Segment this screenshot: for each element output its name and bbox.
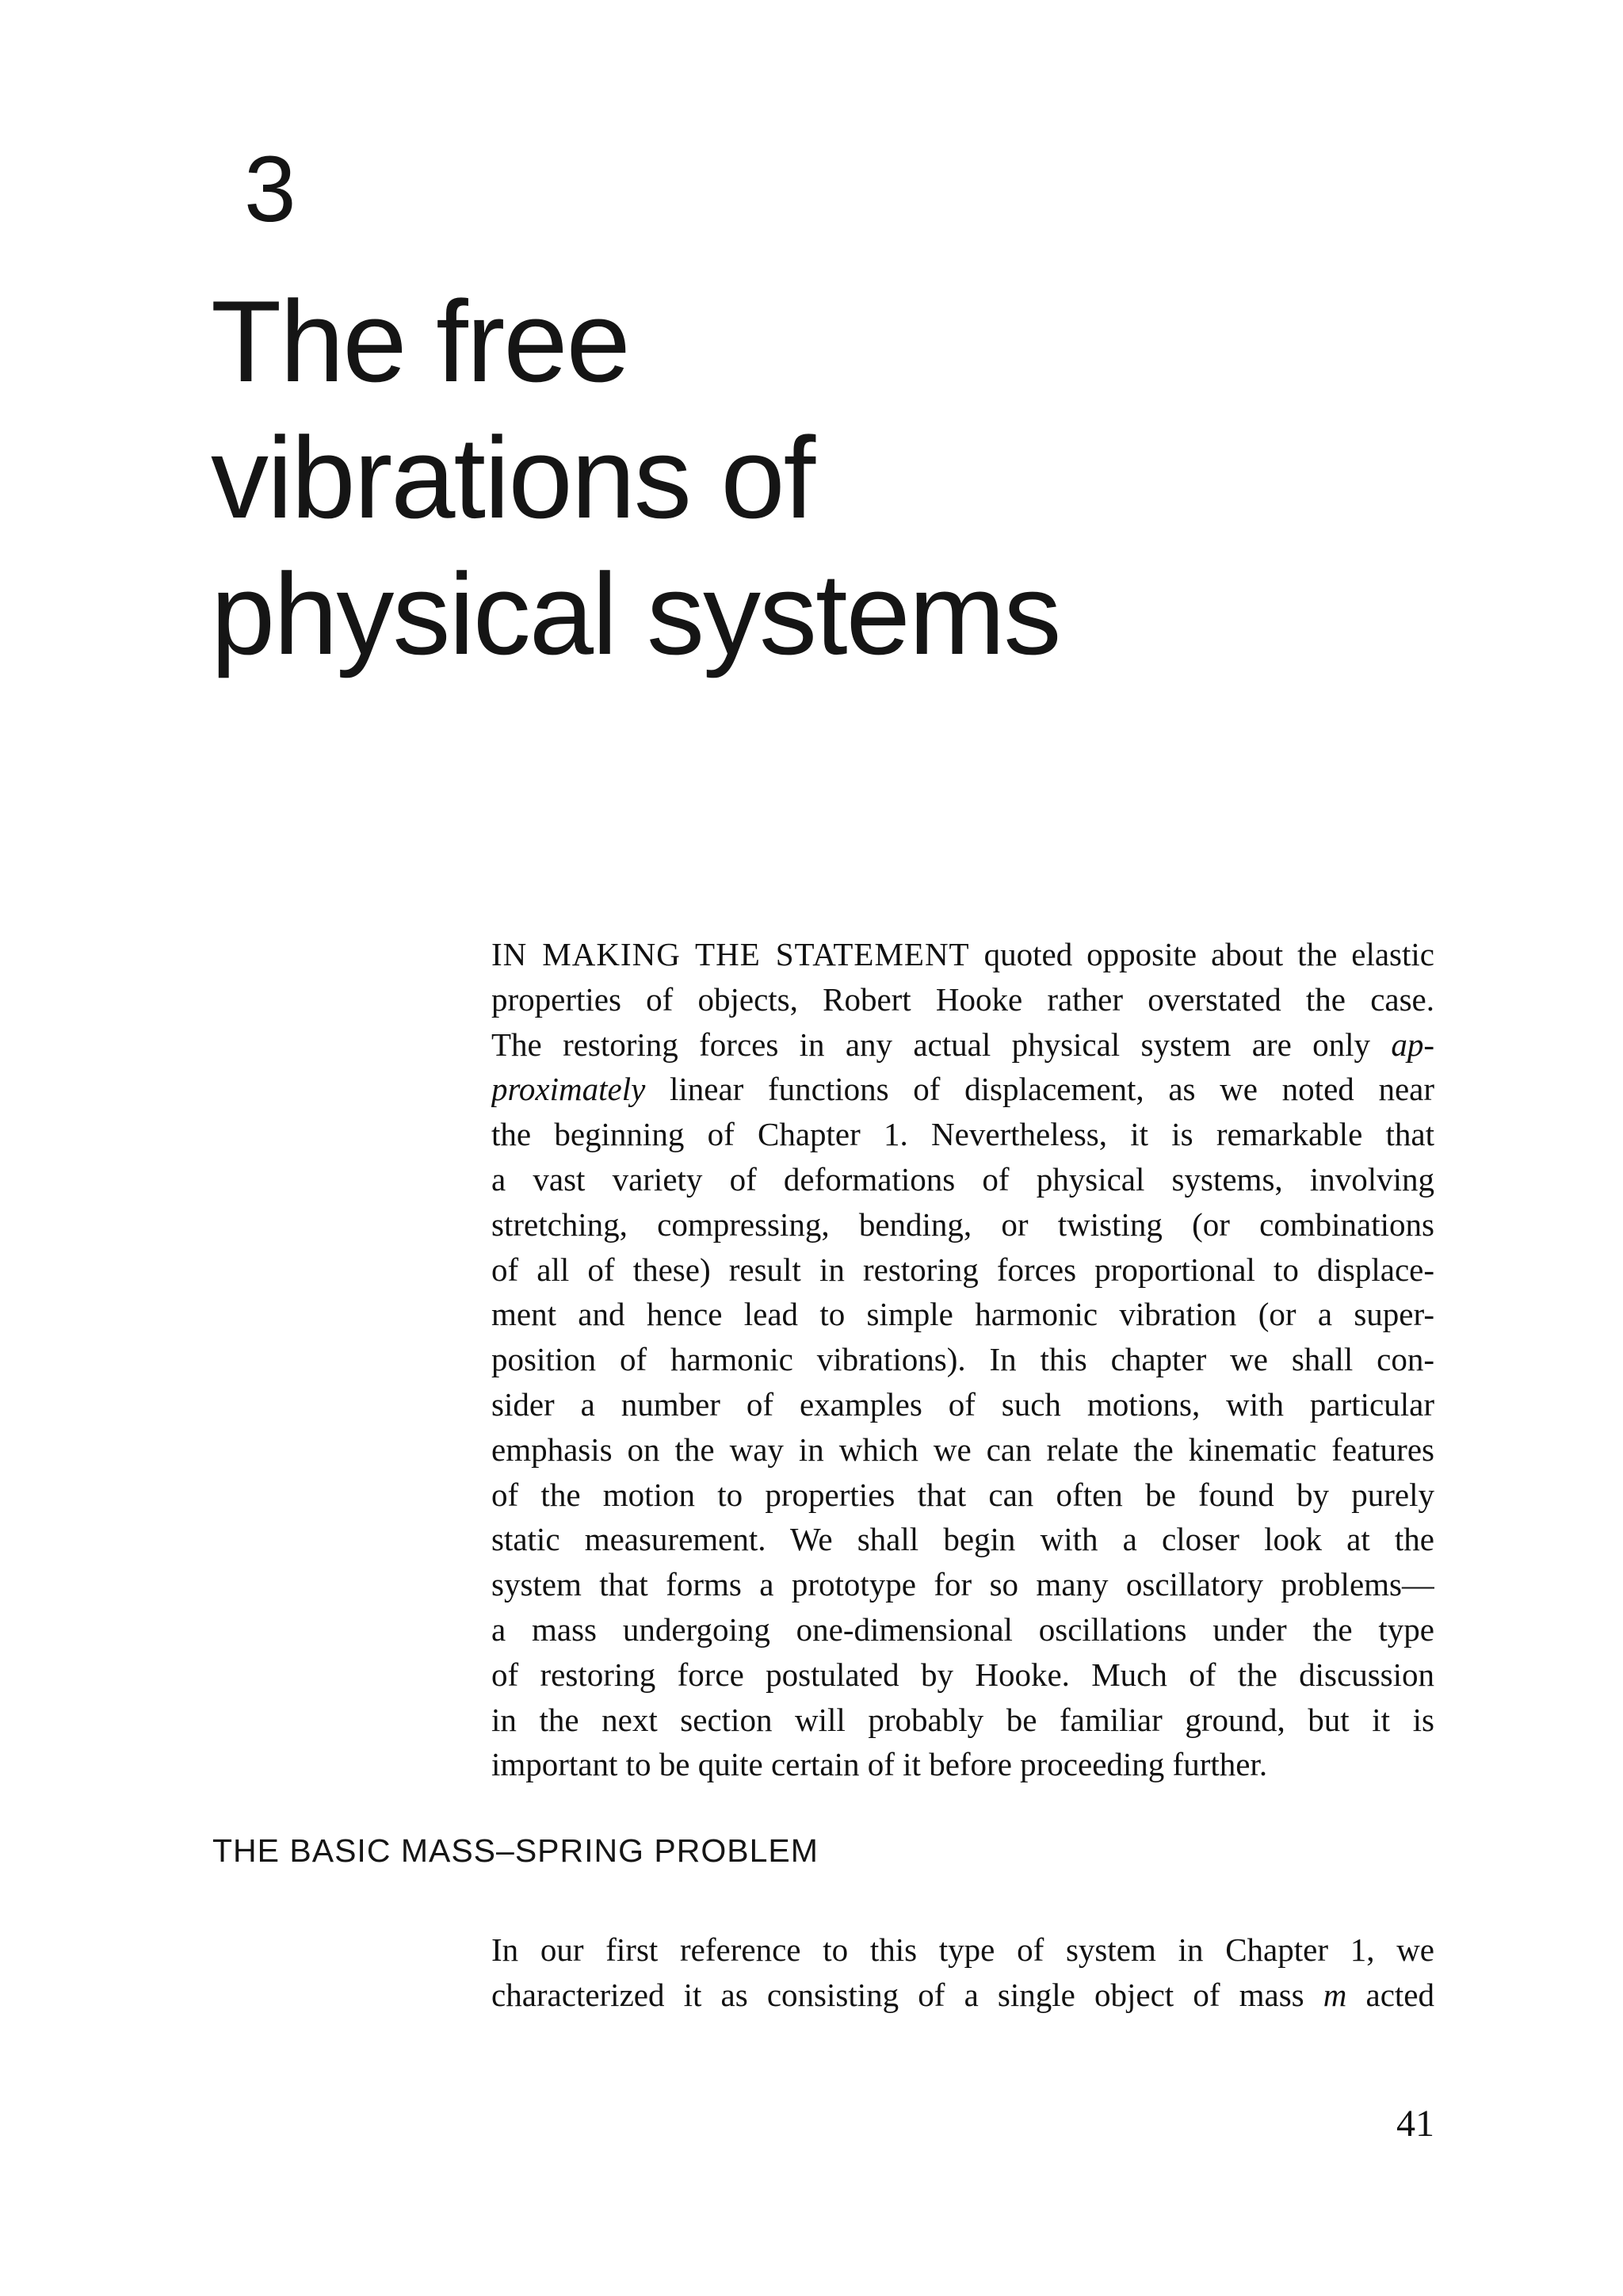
text-line: of all of these) result in restoring forces proportional to displace- <box>491 1251 1434 1288</box>
section-paragraph <box>491 1927 1434 2018</box>
text-line: a mass undergoing one-dimensional oscillations under the type <box>491 1610 1434 1648</box>
text-line: the beginning of Chapter 1. Nevertheless, it is remarkable that <box>491 1116 1434 1153</box>
section-heading: THE BASIC MASS–SPRING PROBLEM <box>212 1832 819 1869</box>
text-line: of the motion to properties that can often be found by purely <box>491 1476 1434 1513</box>
text-fragment: acted <box>1346 1976 1434 2013</box>
text-fragment: quoted opposite about the elastic <box>969 936 1434 972</box>
chapter-title-line: vibrations of <box>211 413 815 542</box>
intro-paragraph <box>491 932 1434 1787</box>
text-line: in the next section will probably be familiar ground, but it is <box>491 1701 1434 1738</box>
italic-fragment: ap- <box>1391 1026 1434 1063</box>
text-line: a vast variety of deformations of physical systems, involving <box>491 1160 1434 1198</box>
chapter-title-line: physical systems <box>211 549 1060 678</box>
text-line: In our first reference to this type of system in Chapter 1, we <box>491 1931 1434 1968</box>
text-fragment: characterized it as consisting of a single object of mass <box>491 1976 1323 2013</box>
text-line: ment and hence lead to simple harmonic vibration (or a super- <box>491 1296 1434 1333</box>
text-line: sider a number of examples of such motions, with particular <box>491 1385 1434 1423</box>
text-line: properties of objects, Robert Hooke rather overstated the case. <box>491 980 1434 1018</box>
chapter-title-line: The free <box>211 277 629 406</box>
text-line: of restoring force postulated by Hooke. Much of the discussion <box>491 1656 1434 1693</box>
text-fragment: linear functions of displacement, as we noted near <box>645 1071 1434 1108</box>
text-line: system that forms a prototype for so many oscillatory problems— <box>491 1566 1434 1603</box>
text-line <box>491 932 1434 977</box>
italic-fragment: m <box>1323 1976 1347 2013</box>
italic-fragment: proximately <box>491 1071 646 1108</box>
text-line: important to be quite certain of it before proceeding further. <box>491 1746 1268 1783</box>
text-line: stretching, compressing, bending, or twisting (or combinations <box>491 1205 1434 1243</box>
text-line <box>491 1067 1434 1112</box>
text-line <box>491 1022 1434 1068</box>
text-line: position of harmonic vibrations). In this chapter we shall con- <box>491 1341 1434 1378</box>
text-line: emphasis on the way in which we can relate the kinematic features <box>491 1431 1434 1468</box>
text-fragment: The restoring forces in any actual physical system are only <box>491 1026 1392 1063</box>
lead-in-smallcaps: IN MAKING THE STATEMENT <box>491 936 970 972</box>
chapter-title <box>211 273 1320 682</box>
page-number: 41 <box>1396 2103 1434 2145</box>
chapter-number: 3 <box>244 137 296 242</box>
text-line <box>491 1973 1434 2018</box>
text-line: static measurement. We shall begin with a closer look at the <box>491 1521 1434 1558</box>
